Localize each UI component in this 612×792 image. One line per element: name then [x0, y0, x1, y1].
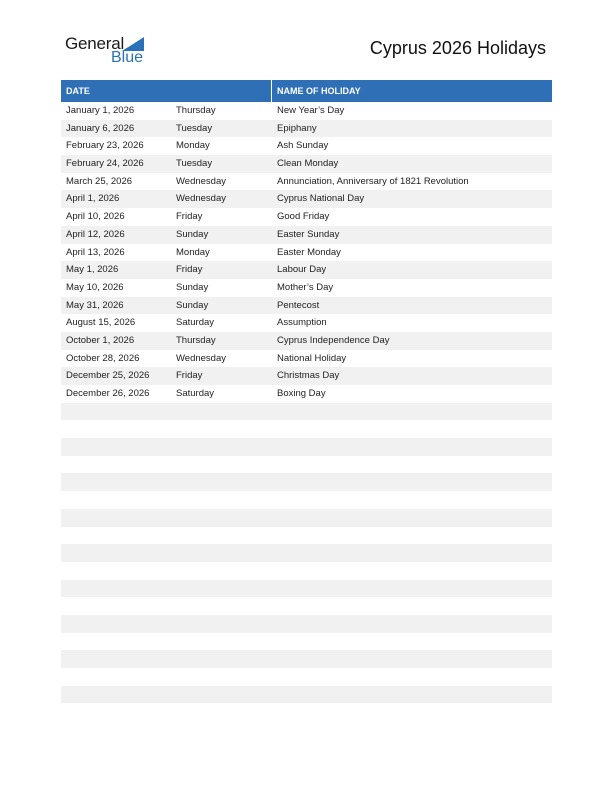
- row-date: May 10, 2026: [66, 281, 124, 293]
- row-weekday: Friday: [176, 211, 203, 223]
- row-weekday: Wednesday: [176, 193, 226, 205]
- row-date: February 23, 2026: [66, 140, 144, 152]
- empty-row: [61, 438, 552, 456]
- row-holiday-name: Cyprus National Day: [277, 193, 365, 205]
- table-row: [61, 332, 552, 350]
- row-holiday-name: Easter Sunday: [277, 228, 340, 240]
- empty-row: [61, 420, 552, 438]
- table-row: [61, 297, 552, 315]
- table-row: [61, 173, 552, 191]
- row-holiday-name: Good Friday: [277, 211, 330, 223]
- row-holiday-name: Ash Sunday: [277, 140, 329, 152]
- row-weekday: Saturday: [176, 388, 215, 399]
- page-title: Cyprus 2026 Holidays: [369, 38, 546, 58]
- table-row: [61, 279, 552, 297]
- table-row: [61, 137, 552, 155]
- header-date: DATE: [66, 86, 90, 96]
- row-holiday-name: Clean Monday: [277, 158, 339, 170]
- row-weekday: Sunday: [176, 299, 209, 311]
- row-date: December 25, 2026: [66, 370, 150, 382]
- row-date: April 10, 2026: [66, 211, 125, 223]
- row-holiday-name: Epiphany: [277, 122, 317, 134]
- empty-row: [61, 544, 552, 562]
- table-row: [61, 314, 552, 332]
- empty-row: [61, 597, 552, 615]
- logo-word-blue: Blue: [111, 49, 144, 66]
- row-holiday-name: Christmas Day: [277, 370, 340, 382]
- row-date: August 15, 2026: [66, 317, 136, 329]
- table-row: [61, 261, 552, 279]
- row-date: May 1, 2026: [66, 264, 119, 276]
- row-date: February 24, 2026: [66, 158, 144, 170]
- row-date: January 1, 2026: [66, 105, 135, 116]
- generalblue-logo: [65, 34, 155, 70]
- table-row: [61, 244, 552, 262]
- row-holiday-name: Easter Monday: [277, 246, 341, 258]
- empty-row: [61, 403, 552, 421]
- row-holiday-name: Boxing Day: [277, 388, 326, 399]
- row-weekday: Monday: [176, 246, 210, 258]
- row-weekday: Sunday: [176, 228, 209, 240]
- empty-row: [61, 686, 552, 704]
- empty-row: [61, 473, 552, 491]
- row-weekday: Thursday: [176, 334, 216, 346]
- empty-row: [61, 650, 552, 668]
- holiday-table: [61, 80, 552, 721]
- empty-row: [61, 491, 552, 509]
- row-holiday-name: Labour Day: [277, 264, 327, 276]
- row-weekday: Thursday: [176, 105, 216, 116]
- row-weekday: Friday: [176, 264, 203, 276]
- empty-row: [61, 456, 552, 474]
- empty-row: [61, 668, 552, 686]
- table-row: [61, 102, 552, 120]
- row-date: April 12, 2026: [66, 228, 125, 240]
- row-date: May 31, 2026: [66, 299, 124, 311]
- row-date: October 1, 2026: [66, 334, 135, 346]
- row-weekday: Tuesday: [176, 122, 213, 134]
- empty-row: [61, 509, 552, 527]
- row-date: October 28, 2026: [66, 352, 140, 364]
- table-row: [61, 350, 552, 368]
- row-date: March 25, 2026: [66, 175, 133, 187]
- table-row: [61, 155, 552, 173]
- row-date: January 6, 2026: [66, 122, 135, 134]
- empty-row: [61, 615, 552, 633]
- table-row: [61, 226, 552, 244]
- row-date: December 26, 2026: [66, 388, 150, 399]
- row-holiday-name: Pentecost: [277, 299, 320, 311]
- row-holiday-name: New Year’s Day: [277, 105, 345, 116]
- row-weekday: Sunday: [176, 281, 209, 293]
- row-weekday: Friday: [176, 370, 203, 382]
- table-row: [61, 208, 552, 226]
- header-holiday-name: NAME OF HOLIDAY: [277, 86, 361, 96]
- row-weekday: Saturday: [176, 317, 215, 329]
- logo-word-general: General: [65, 34, 125, 53]
- header-divider: [271, 80, 272, 102]
- empty-row: [61, 703, 552, 721]
- empty-row: [61, 562, 552, 580]
- row-holiday-name: Assumption: [277, 317, 327, 329]
- table-body: [61, 102, 552, 721]
- empty-row: [61, 580, 552, 598]
- row-holiday-name: Cyprus Independence Day: [277, 334, 390, 346]
- table-row: [61, 385, 552, 403]
- row-holiday-name: National Holiday: [277, 352, 347, 364]
- table-row: [61, 190, 552, 208]
- table-row: [61, 120, 552, 138]
- row-weekday: Monday: [176, 140, 210, 152]
- row-date: April 1, 2026: [66, 193, 120, 205]
- row-weekday: Wednesday: [176, 175, 226, 187]
- row-holiday-name: Annunciation, Anniversary of 1821 Revolution: [277, 175, 469, 187]
- empty-row: [61, 527, 552, 545]
- empty-row: [61, 633, 552, 651]
- table-row: [61, 367, 552, 385]
- row-weekday: Wednesday: [176, 352, 226, 364]
- row-holiday-name: Mother’s Day: [277, 281, 334, 293]
- row-weekday: Tuesday: [176, 158, 213, 170]
- row-date: April 13, 2026: [66, 246, 125, 258]
- table-header: [61, 80, 552, 102]
